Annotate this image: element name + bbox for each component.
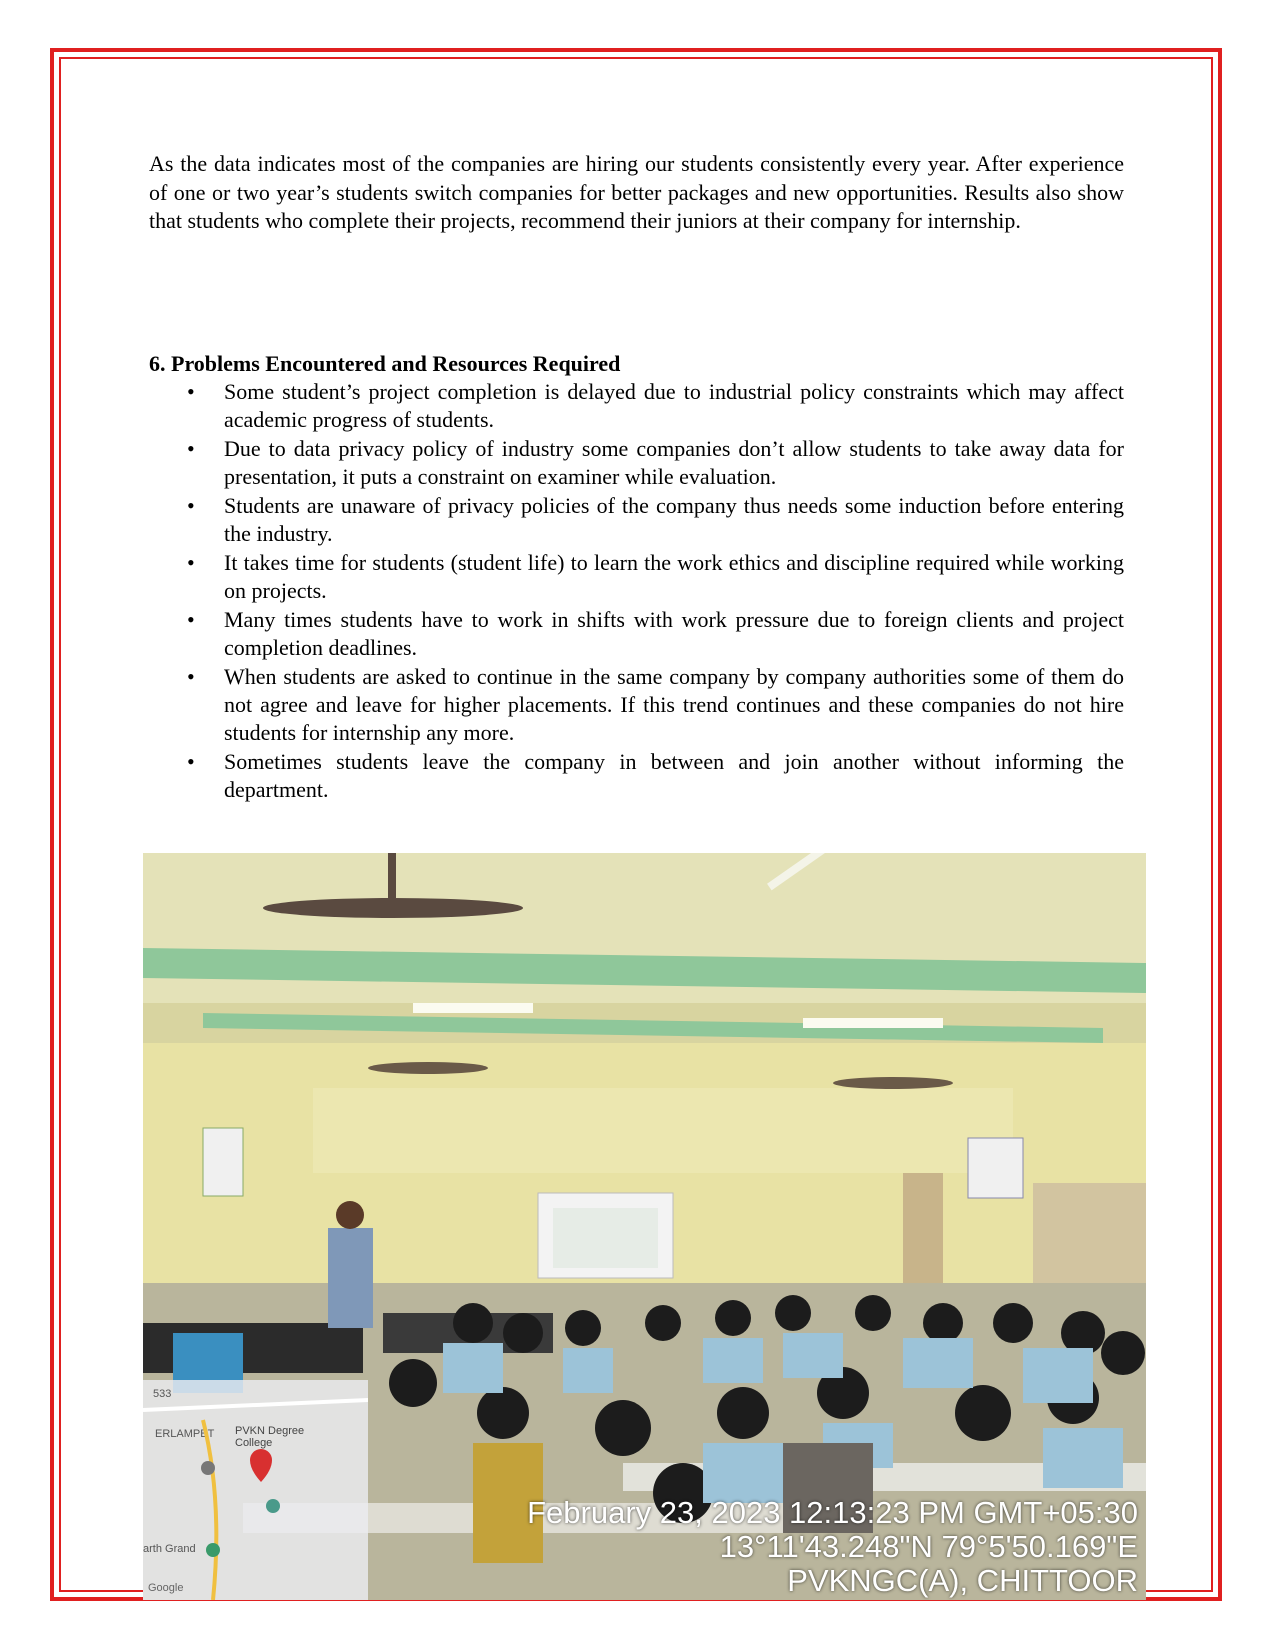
location-pin-icon [250, 1449, 272, 1482]
list-item: • Some student’s project completion is delayed due to industrial policy constraints which may affect academic progress of students. [187, 379, 1124, 432]
section-heading: 6. Problems Encountered and Resources Required [149, 351, 621, 376]
photo-location: PVKNGC(A), CHITTOOR [787, 1563, 1138, 1598]
route-shield: 533 [153, 1388, 172, 1400]
photo-coordinates: 13°11'43.248"N 79°5'50.169"E [719, 1529, 1138, 1564]
bullet-icon: • [187, 607, 195, 632]
map-area-label: ERLAMPET [155, 1428, 215, 1440]
bullet-icon: • [187, 749, 195, 774]
list-item: • Due to data privacy policy of industry some companies don’t allow students to take away data for presentation, it puts a constraint on examiner while evaluation. [187, 436, 1124, 489]
bullet-icon: • [187, 550, 195, 575]
map-poi-label: PVKN Degree College [235, 1425, 305, 1449]
bullet-icon: • [187, 664, 195, 689]
map-graphics [143, 1380, 368, 1600]
list-item: • Students are unaware of privacy policies of the company thus needs some induction before entering the industry. [187, 493, 1124, 546]
map-store-label: arth Grand [143, 1543, 196, 1555]
bullet-icon: • [187, 379, 195, 404]
classroom-photo [143, 853, 1146, 1600]
map-brand-label: Google [148, 1582, 184, 1594]
photo-timestamp: February 23, 2023 12:13:23 PM GMT+05:30 [527, 1495, 1138, 1530]
problems-list [149, 378, 1124, 805]
map-poi-icon [266, 1499, 280, 1513]
list-item: • When students are asked to continue in the same company by company authorities some of them do not agree and leave for higher placements. If this trend continues and these companies do not hire students for internship any more. [187, 664, 1124, 745]
list-item: • Sometimes students leave the company in between and join another without informing the department. [187, 749, 1124, 802]
list-item: • Many times students have to work in shifts with work pressure due to foreign clients and project completion deadlines. [187, 607, 1124, 660]
list-item: • It takes time for students (student life) to learn the work ethics and discipline required while working on projects. [187, 550, 1124, 603]
location-map-thumbnail [143, 1380, 368, 1600]
intro-paragraph: As the data indicates most of the companies are hiring our students consistently every year. After experience of one or two year’s students switch companies for better packages and new opportunities. Results also show that students who complete their projects, recommend their juniors at their company for internship. [149, 151, 1124, 233]
map-marker-icon [201, 1461, 215, 1475]
store-icon [206, 1543, 220, 1557]
bullet-icon: • [187, 436, 195, 461]
intro-section [149, 150, 1124, 236]
bullet-icon: • [187, 493, 195, 518]
